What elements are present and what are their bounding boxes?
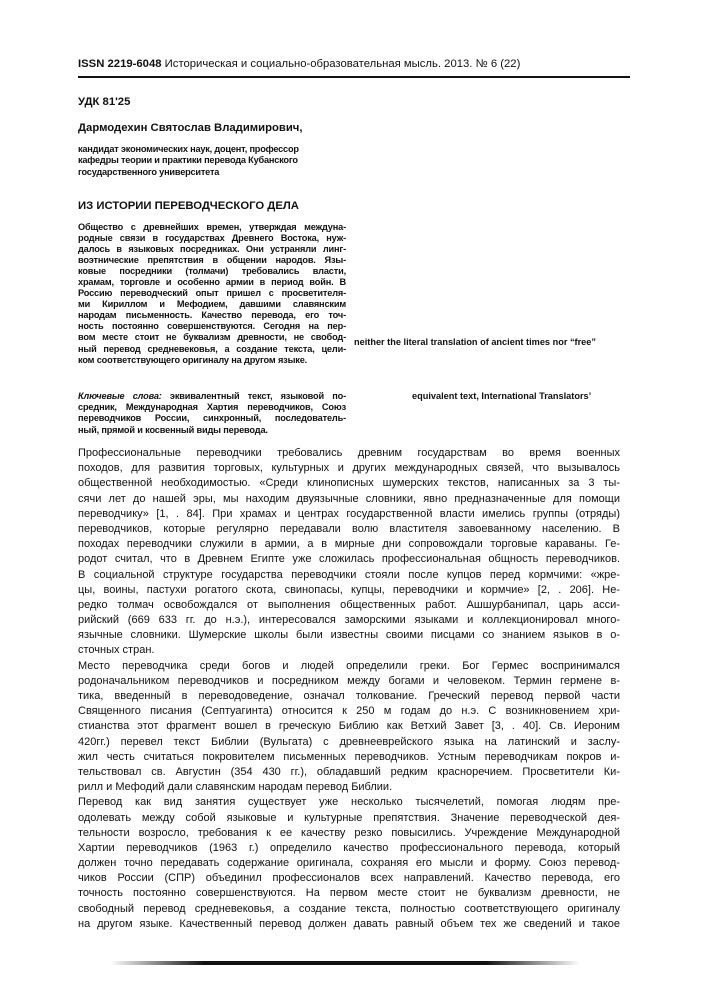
body-line: чиков России (СПР) объединил профессионалов всех направлений. Качество перевода, его — [78, 872, 620, 885]
abstract-en-fragment: neither the literal translation of ancient times nor “free” — [354, 337, 596, 347]
body-line: походах переводчики служили в армии, а в мирные дни сопровождали торговые караваны. Ге- — [78, 538, 620, 551]
abstract-line: далось в языковых посредниках. Они устраняли линг- — [78, 244, 346, 255]
body-line: переводчику» [1, . 84]. При храмах и центрах государственной власти имелись группы (отряды) — [78, 507, 620, 520]
body-line: на другом языке. Качественный перевод должен давать равный объем тех же сведений и такое — [78, 917, 620, 930]
keywords-line: эквивалентный текст, языковой по- — [161, 391, 346, 401]
body-line: сточных стран. — [78, 644, 155, 657]
abstract-line: вом месте стоит не буквализм древности, не свобод- — [78, 332, 346, 343]
keywords-en-fragment: equivalent text, International Translators’ — [412, 391, 592, 401]
body-line: цы, воины, пастухи рогатого скота, свинопасы, купцы, переводчики и кормчие» [2, . 206]. Не- — [78, 583, 620, 596]
keywords-line: переводчиков России, синхронный, последователь- — [78, 413, 346, 424]
body-line: Перевод как вид занятия существует уже несколько тысячелетий, помогая людям пре- — [78, 796, 620, 809]
body-line: 420гг.) перевел текст Библии (Вульгата) с древнееврейского языка на латинский и заслу- — [78, 735, 620, 748]
body-line: должен точно передавать содержание оригинала, сохраняя его мысли и форму. Союз перевод- — [78, 857, 620, 870]
body-line: тельности возросло, требования к ее качеству резко повысились. Учреждение Международной — [78, 826, 620, 839]
keywords-label: Ключевые слова: — [78, 391, 162, 401]
issn: ISSN 2219-6048 — [78, 58, 162, 70]
body-line: родот считал, что в Древнем Египте уже сложилась профессиональная общность переводчиков. — [78, 553, 620, 566]
abstract-line: Россию переводческий опыт пришел с просветителя- — [78, 288, 346, 299]
article-body — [78, 446, 620, 932]
article-title: ИЗ ИСТОРИИ ПЕРЕВОДЧЕСКОГО ДЕЛА — [78, 200, 299, 212]
abstract-line: ный перевод средневековья, а создание текста, цели- — [78, 343, 346, 354]
body-line: сячи лет до нашей эры, мы находим двуязычные словники, явно предназначенные для помощи — [78, 492, 620, 505]
body-line: походов, для развития торговых, культурных и других международных связей, что вызывалось — [78, 462, 620, 475]
journal-header — [78, 58, 638, 70]
abstract-line: храмам, торговле и особенно армии в период войн. В — [78, 277, 346, 288]
body-line: переводчиков, которые регулярно передавали волю властителя завоеванному населению. В — [78, 522, 620, 535]
body-line: стианства этот фрагмент вошел в греческую Библию как Ветхий Завет [3, . 40]. Св. Иероним — [78, 720, 620, 733]
keywords — [78, 391, 346, 436]
body-line: тика, введенный в переводоведение, означал толкование. Греческий перевод первой части — [78, 690, 620, 702]
author-affiliation — [78, 144, 338, 178]
header-rule — [78, 76, 630, 78]
body-line: Хартии переводчиков (1963 г.) определило качество профессионального перевода, который — [78, 841, 620, 854]
abstract-line: ком соответствующего оригиналу на другом языке. — [78, 354, 308, 365]
author-name: Дармодехин Святослав Владимирович, — [78, 122, 303, 134]
body-line: В социальной структуре государства переводчики стояли после купцов перед кормчими: «жре- — [78, 568, 620, 581]
body-line: Священного писания (Септуагинта) относится к 250 м годам до н.э. С возникновением хри- — [78, 705, 620, 718]
body-line: жил честь считаться покровителем письменных переводчиков. Устным переводчикам покров и- — [78, 750, 620, 763]
body-line: рилл и Мефодий дали славянским народам перевод Библии. — [78, 781, 393, 794]
keywords-line: средник, Международная Хартия переводчиков, Союз — [78, 402, 346, 413]
body-line: редко толмач освобождался от выполнения общественных работ. Ашшурбанипал, царь асси- — [78, 598, 620, 611]
body-line: точность постоянно совершенствуются. На первом месте стоит не буквализм древности, не — [78, 887, 620, 900]
abstract-line: народам письменность. Качество перевода, его точ- — [78, 310, 346, 321]
udk-code: УДК 81'25 — [78, 96, 131, 108]
abstract-line: Общество с древнейших времен, утверждая междуна- — [78, 222, 346, 232]
body-line: свободный перевод средневековья, а создание текста, полностью соответствующего оригиналу — [78, 902, 620, 915]
abstract-line: ми Кириллом и Мефодием, давшими славянским — [78, 299, 346, 310]
journal-title: Историческая и социально-образовательная мысль. 2013. № 6 (22) — [161, 58, 521, 70]
abstract — [78, 222, 346, 366]
body-line: рийский (669 633 гг. до н.э.), интересовался заморскими языками и коллекционировал много- — [78, 614, 620, 627]
affiliation-line: кафедры теории и практики перевода Кубанского — [78, 155, 298, 166]
affiliation-line: государственного университета — [78, 166, 220, 177]
body-line: Профессиональные переводчики требовались древним государствам во время военных — [78, 447, 620, 459]
body-line: Место переводчика среди богов и людей определили греки. Бог Гермес воспринимался — [78, 659, 620, 672]
body-line: язычные словники. Шумерские школы были известны своими писцами со знанием языков в о- — [78, 629, 620, 642]
abstract-line: ность постоянно совершенствуются. Сегодня на пер- — [78, 321, 346, 332]
body-line: тельствовал св. Августин (354 430 гг.), обладавший редким красноречием. Просветители Ки- — [78, 765, 620, 778]
abstract-line: ковые посредники (толмачи) требовались власти, — [78, 266, 346, 277]
body-line: родоначальником переводчиков и посредником между богами и человеком. Термин гермене в- — [78, 674, 620, 687]
abstract-line: родные связи в государствах Древнего Востока, нуж- — [78, 233, 346, 244]
affiliation-line: кандидат экономических наук, доцент, профессор — [78, 144, 299, 154]
body-line: общественной необходимостью. «Среди клинописных шумерских текстов, написанных за 3 ты- — [78, 477, 620, 490]
keywords-line: ный, прямой и косвенный виды перевода. — [78, 424, 268, 435]
footer-rule — [110, 961, 580, 965]
abstract-line: воэтнические препятствия в общении народов. Язы- — [78, 255, 346, 266]
body-line: одолевать между собой языковые и культурные препятствия. Значение переводческой дея- — [78, 811, 620, 824]
